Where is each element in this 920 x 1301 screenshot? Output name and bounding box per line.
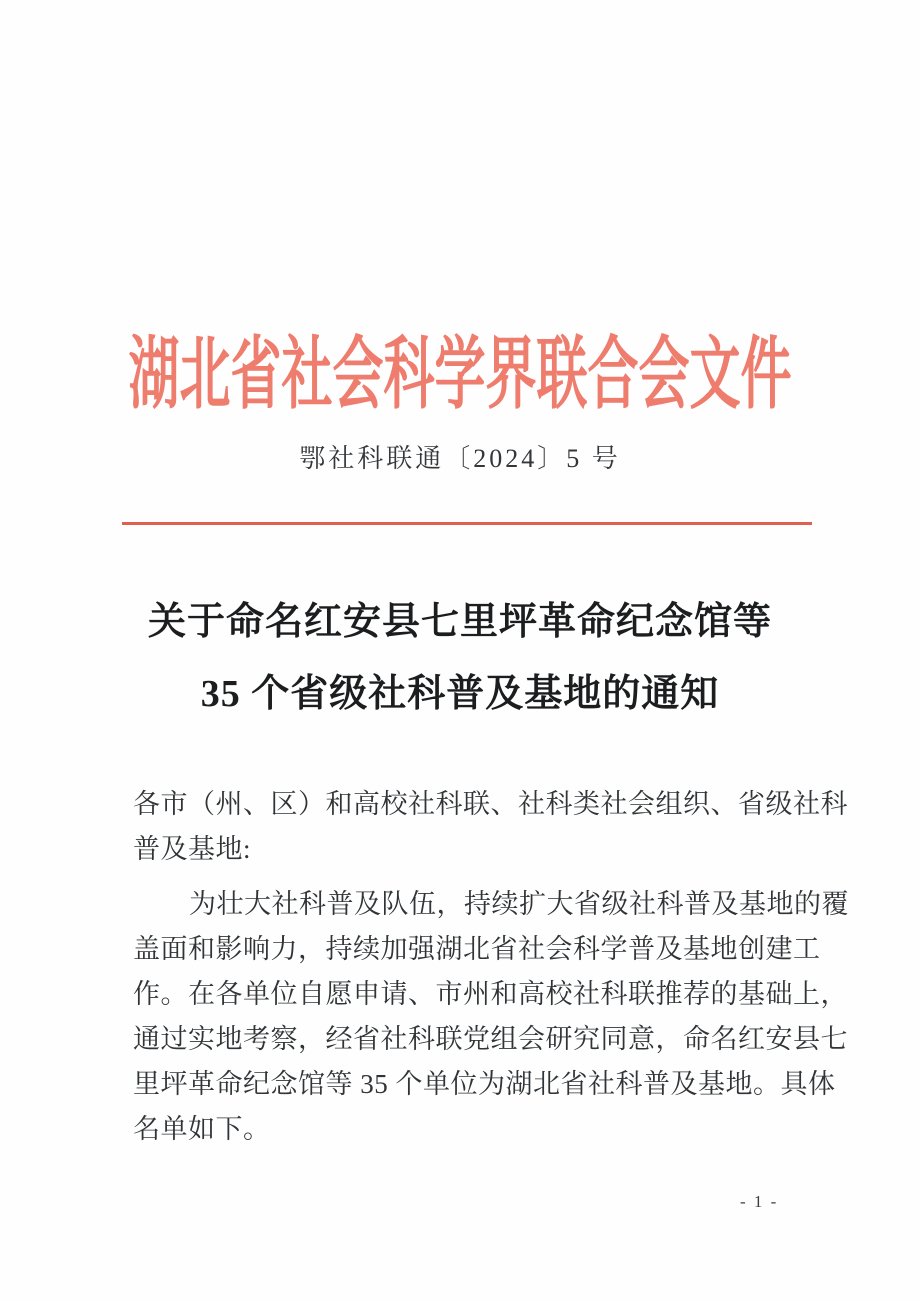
document-title-line-2: 35 个省级社科普及基地的通知 [200,673,720,715]
red-divider-line [122,522,812,525]
document-reference-number: 鄂社科联通〔2024〕5 号 [299,444,621,473]
letterhead-org-title: 湖北省社会科学界联合会文件 [128,332,792,420]
page-number: - 1 - [740,1192,779,1211]
salutation [133,782,848,872]
paragraph-line: 里坪革命纪念馆等 35 个单位为湖北省社科普及基地。具体 [133,1069,836,1099]
salutation-line: 普及基地: [133,834,252,864]
paragraph-line: 为壮大社科普及队伍，持续扩大省级社科普及基地的覆 [189,889,849,919]
document-body [133,782,849,1152]
document-title [0,586,920,730]
document-title-line-1: 关于命名红安县七里坪革命纪念馆等 [147,601,772,643]
paragraph-line: 名单如下。 [133,1114,271,1144]
body-paragraph [133,882,849,1152]
paragraph-line: 通过实地考察，经省社科联党组会研究同意，命名红安县七 [133,1024,848,1054]
paragraph-line: 盖面和影响力，持续加强湖北省社会科学普及基地创建工 [133,934,821,964]
paragraph-line: 作。在各单位自愿申请、市州和高校社科联推荐的基础上， [133,979,848,1009]
salutation-line: 各市（州、区）和高校社科联、社科类社会组织、省级社科 [133,789,848,819]
